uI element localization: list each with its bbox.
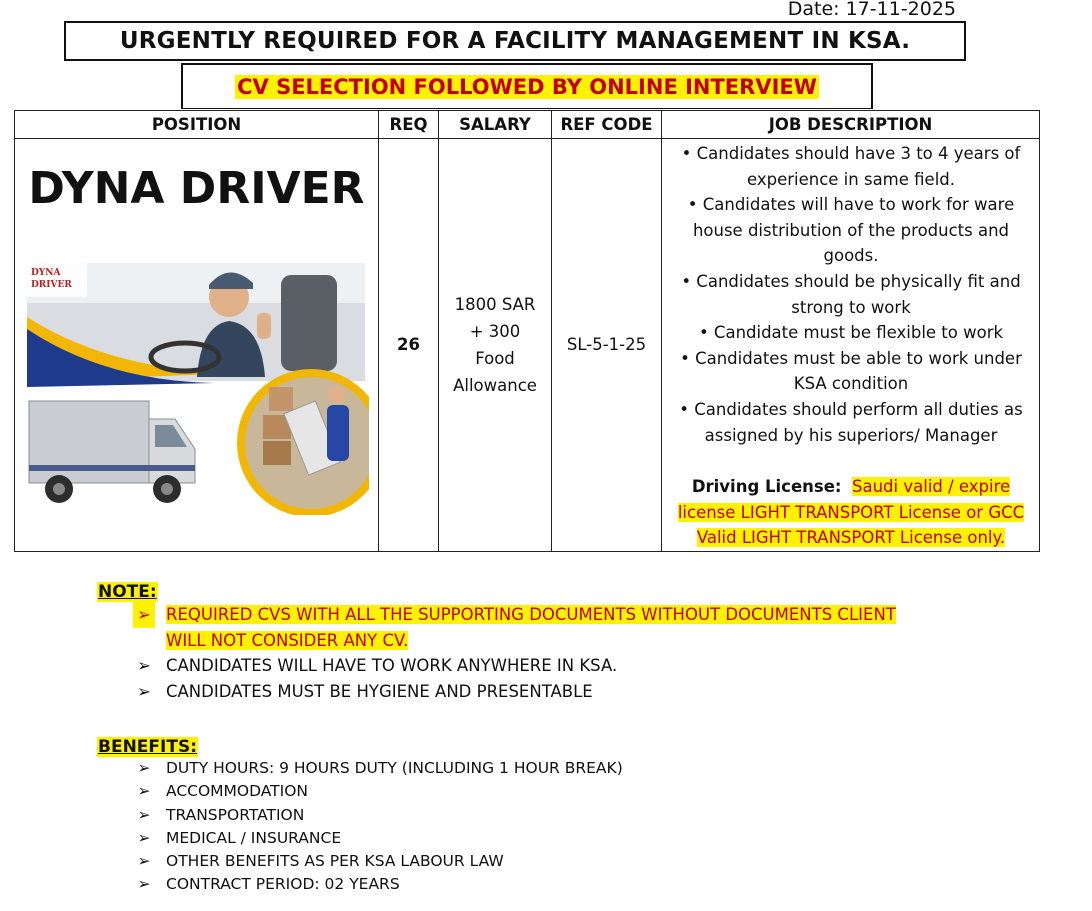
benefit-item-text: DUTY HOURS: 9 HOURS DUTY (INCLUDING 1 HOUR BREAK) (166, 759, 623, 777)
header-salary: SALARY (439, 111, 552, 139)
description-item: • Candidate must be flexible to work (698, 323, 1004, 343)
list-item (97, 873, 623, 896)
header-position: POSITION (15, 111, 379, 139)
page-title: URGENTLY REQUIRED FOR A FACILITY MANAGEMENT IN KSA. (64, 21, 966, 61)
list-item (97, 850, 623, 873)
list-item (97, 628, 896, 654)
description-item: • Candidates will have to work for ware house distribution of the products and goods. (687, 195, 1015, 266)
arrow-bullet-icon: ➢ (137, 782, 151, 801)
job-description-cell (662, 139, 1040, 552)
salary-line: Allowance (453, 375, 537, 395)
benefits-heading: BENEFITS: (98, 737, 197, 757)
list-item (97, 804, 623, 827)
document-date: Date: 17-11-2025 (787, 0, 956, 20)
arrow-bullet-icon: ➢ (137, 681, 151, 701)
benefit-item-text: MEDICAL / INSURANCE (166, 828, 342, 847)
arrow-bullet-icon: ➢ (137, 852, 151, 871)
table-row (15, 139, 1040, 552)
list-item (97, 780, 623, 803)
job-table-header-row (15, 111, 1040, 139)
benefits-section (97, 737, 623, 897)
description-item: • Candidates should be physically fit and strong to work (681, 271, 1021, 317)
req-cell: 26 (379, 139, 439, 552)
list-item (97, 679, 896, 705)
description-item: • Candidates must be able to work under KSA condition (680, 348, 1022, 394)
benefits-list (97, 757, 623, 897)
page-subtitle: CV SELECTION FOLLOWED BY ONLINE INTERVIEW (237, 74, 817, 99)
note-item-text: CANDIDATES WILL HAVE TO WORK ANYWHERE IN KSA. (166, 656, 618, 675)
list-item (97, 757, 623, 780)
arrow-bullet-icon: ➢ (137, 805, 151, 824)
arrow-bullet-icon: ➢ (137, 759, 151, 777)
list-item (97, 602, 896, 628)
header-ref-code: REF CODE (552, 111, 662, 139)
job-table (14, 110, 1040, 552)
benefit-item-text: CONTRACT PERIOD: 02 YEARS (166, 875, 400, 894)
benefit-item-text: OTHER BENEFITS AS PER KSA LABOUR LAW (166, 852, 504, 871)
salary-line: + 300 (469, 321, 521, 341)
benefit-item-text: TRANSPORTATION (166, 805, 305, 824)
arrow-bullet-icon: ➢ (137, 828, 151, 847)
page-subtitle-box (181, 63, 873, 109)
driving-license-block (671, 474, 1031, 551)
driving-license-label: Driving License: (691, 477, 842, 497)
list-item (97, 653, 896, 679)
image-caption-line-2: DRIVER (31, 280, 72, 290)
arrow-bullet-icon: ➢ (137, 875, 151, 894)
salary-line: Food (475, 348, 515, 368)
description-item: • Candidates should perform all duties as assigned by his superiors/ Manager (679, 399, 1023, 445)
benefit-item-text: ACCOMMODATION (166, 782, 309, 801)
note-list (97, 602, 896, 704)
salary-line: 1800 SAR (454, 294, 536, 314)
list-item (97, 827, 623, 850)
image-caption-line-1: DYNA (31, 268, 61, 278)
ref-code-cell: SL-5-1-25 (552, 139, 662, 552)
salary-cell (439, 139, 552, 552)
arrow-bullet-icon: ➢ (137, 656, 151, 675)
note-item-text: CANDIDATES MUST BE HYGIENE AND PRESENTABLE (166, 681, 593, 701)
header-req: REQ (379, 111, 439, 139)
position-title: DYNA DRIVER (28, 163, 365, 214)
description-item: • Candidates should have 3 to 4 years of experience in same field. (681, 144, 1021, 189)
note-section (97, 582, 896, 704)
header-job-description: JOB DESCRIPTION (662, 111, 1040, 139)
arrow-bullet-icon: ➢ (133, 602, 155, 628)
dyna-driver-illustration (25, 255, 369, 515)
driving-license-text: Saudi valid / expire license LIGHT TRANSPORT License or GCC Valid LIGHT TRANSPORT License only. (677, 477, 1025, 548)
note-item-text: REQUIRED CVS WITH ALL THE SUPPORTING DOCUMENTS WITHOUT DOCUMENTS CLIENT (166, 605, 896, 624)
position-cell (15, 139, 379, 552)
note-heading: NOTE: (98, 582, 157, 602)
note-item-text: WILL NOT CONSIDER ANY CV. (166, 630, 409, 650)
